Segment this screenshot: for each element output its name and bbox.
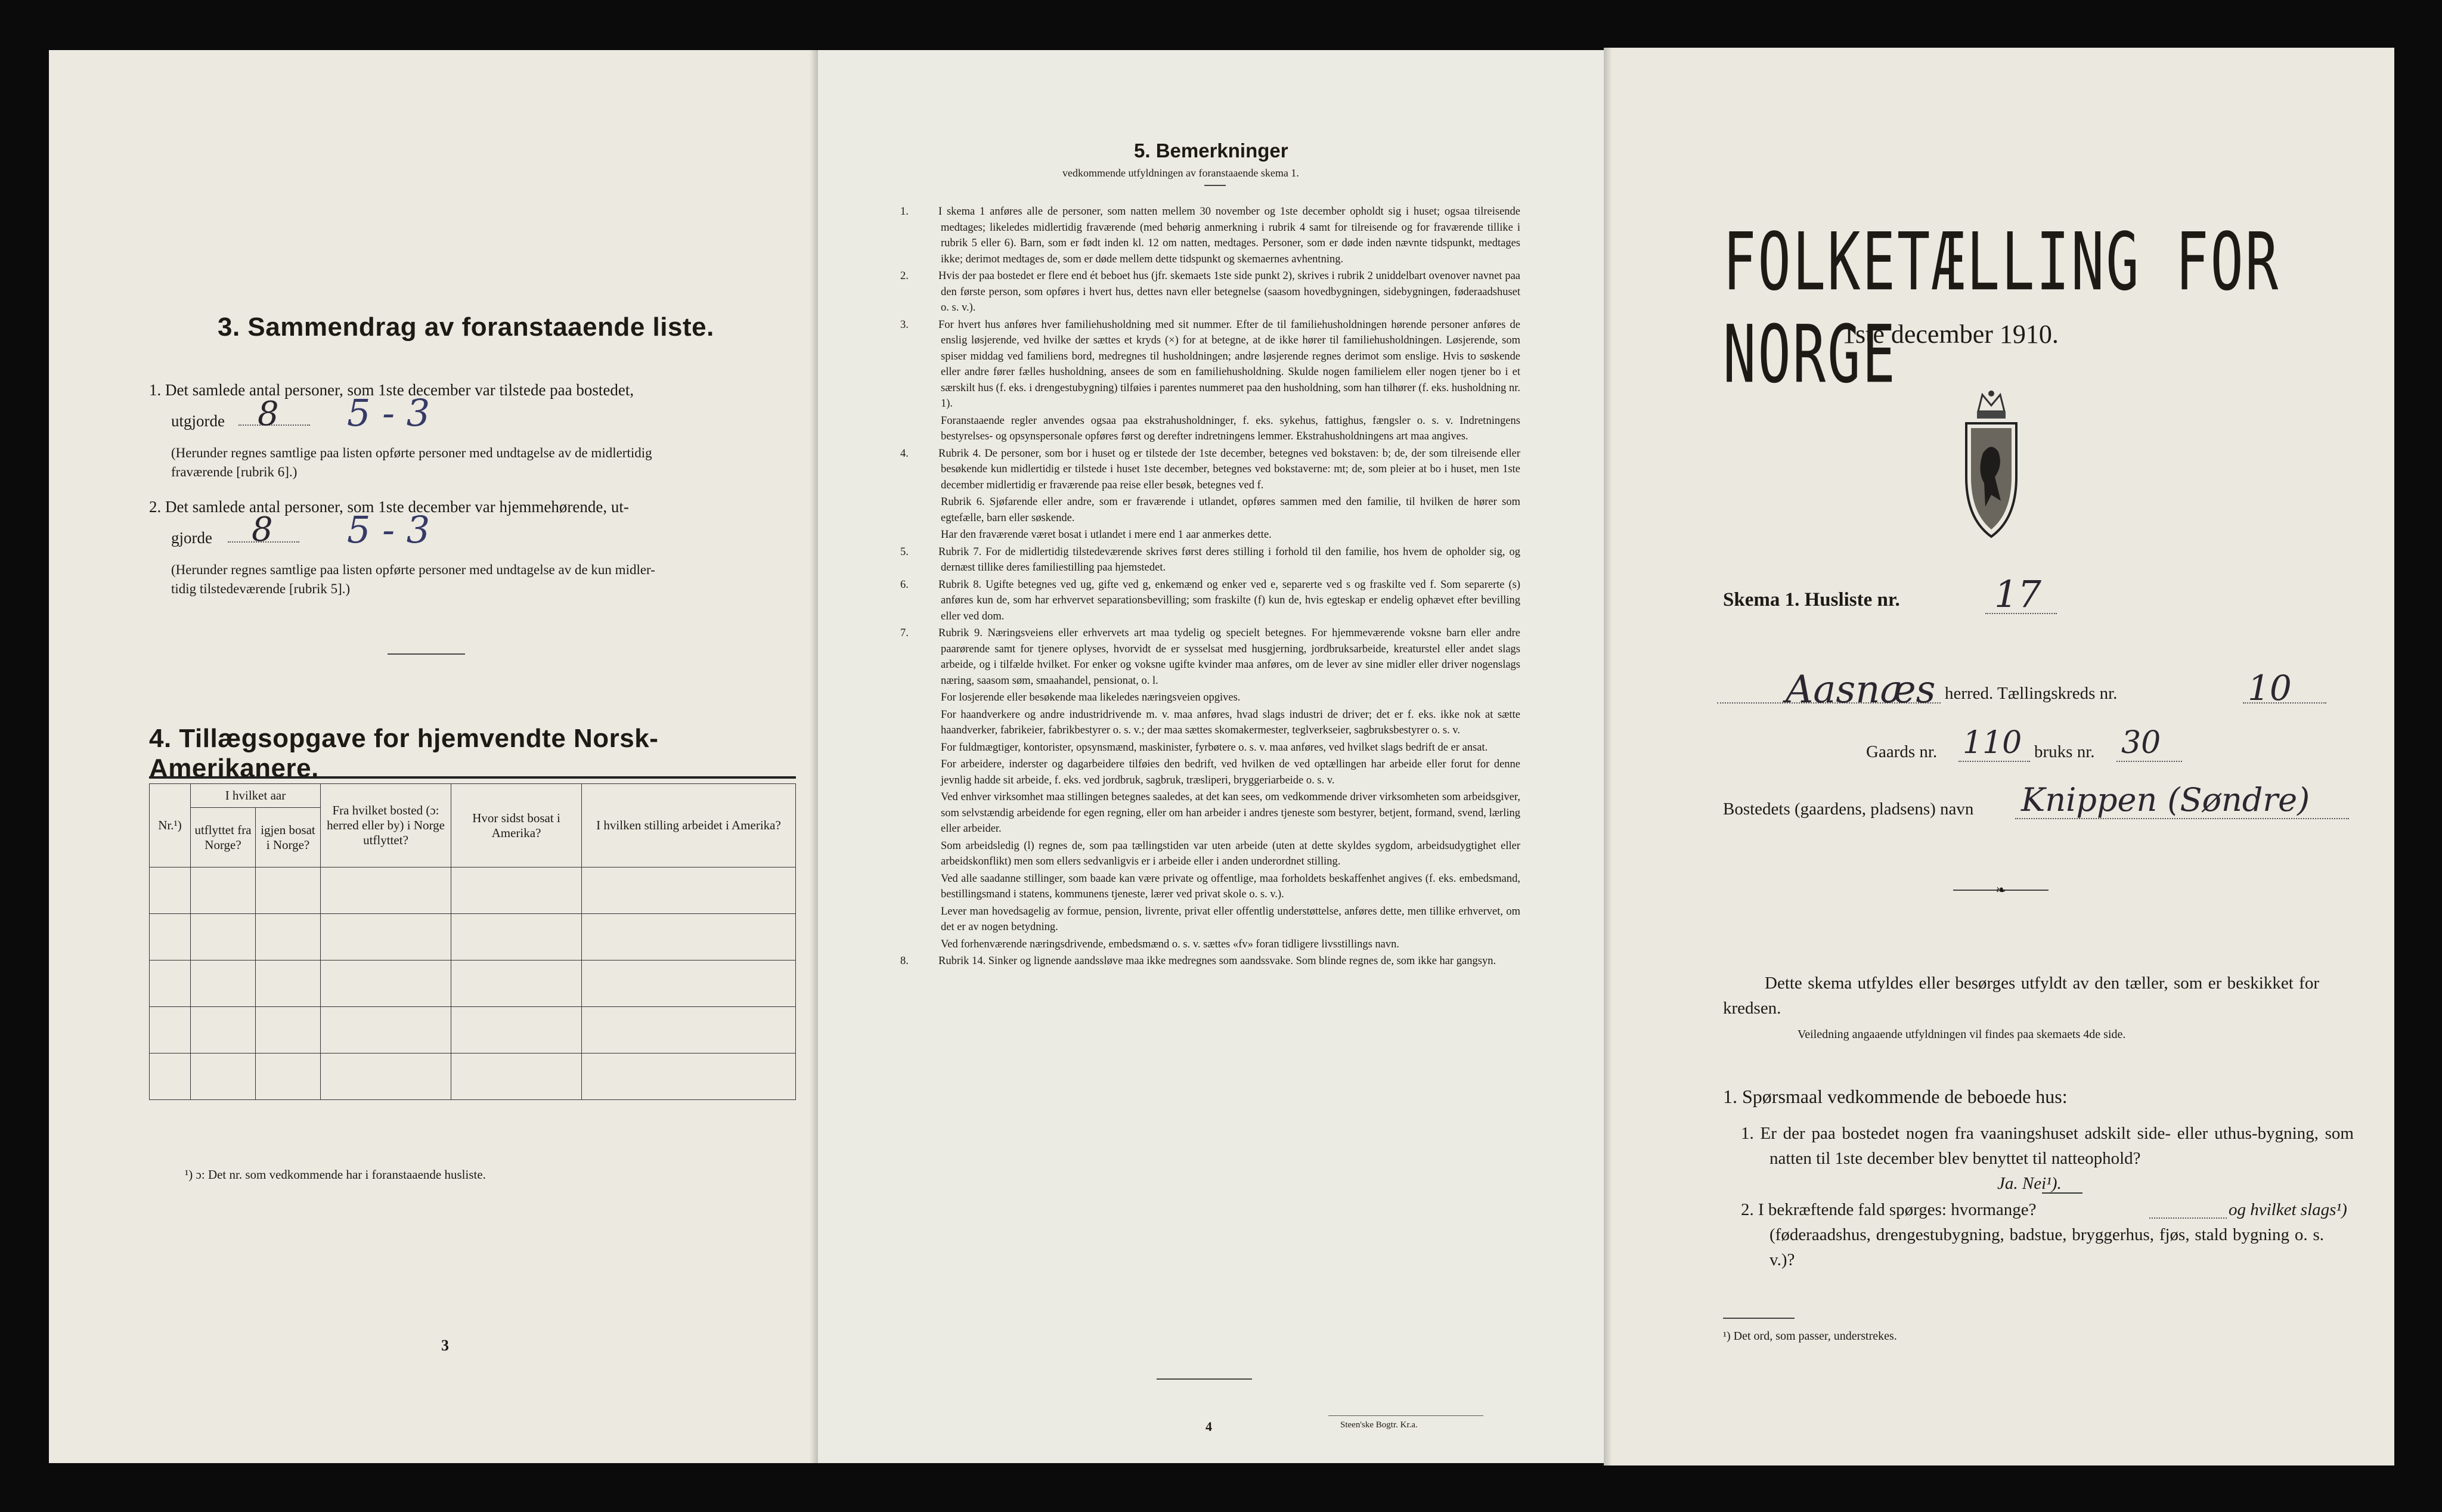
page-middle: [818, 50, 1604, 1463]
remark-item: [921, 413, 1520, 445]
remark-text: Foranstaaende regler anvendes ogsaa paa ekstrahusholdninger, f. eks. sykehus, fattighus, fængsler o. s. v. Indretningens bestyrelses- og opsynspersonale opføres først og derefter indretningens lemmer. Ekstrahusholdningens art maa angives.: [941, 414, 1520, 442]
remark-text: Rubrik 9. Næringsveiens eller erhvervets art maa tydelig og specielt betegnes. For hjemmeværende voksne barn eller andre paarørende samt for tjenere oplyses, hvorvidt de er sysselsat med husgjerning, jordbruksarbeide, kreaturstel eller andet slags arbeide, og i tilfælde hvilket. For enker og voksne ugifte kvinder maa anføres, om de lever av sine midler eller driver nogenslags næring, saasom søm, smaahandel, pensionat, o. l.: [938, 627, 1520, 687]
q2-extra: 5 - 3: [347, 508, 430, 551]
census-title: FOLKETÆLLING FOR NORGE: [1723, 216, 2280, 401]
remark-text: Rubrik 14. Sinker og lignende aandssløve maa ikke medregnes som aandssvake. Som blinde regnes de, som ikke har gangsyn.: [938, 955, 1496, 967]
kreds-nr: 10: [2248, 668, 2292, 708]
remarks-subtitle: vedkommende utfyldningen av foranstaaende skema 1.: [1062, 167, 1299, 179]
col-year-group: I hvilket aar: [191, 784, 321, 808]
remark-number: 2.: [900, 270, 909, 282]
remark-number: 8.: [900, 955, 909, 967]
remark-text: Lever man hovedsagelig av formue, pension, livrente, privat eller offentlig understøttelse, anføres dette, men tillike erhvervet, om det er av nogen betydning.: [941, 905, 1520, 933]
remark-item: [921, 871, 1520, 903]
remark-item: [921, 527, 1520, 543]
remarks-title: 5. Bemerkninger: [1134, 140, 1288, 162]
title-rule: [1204, 185, 1226, 186]
remark-text: Rubrik 6. Sjøfarende eller andre, som er fraværende i utlandet, opføres sammen med den familie, til hvilken de hører som egtefælle, barn eller søskende.: [941, 496, 1520, 524]
info-text: Dette skema utfyldes eller besørges utfyldt av den tæller, som er beskikket for kredsen.: [1723, 974, 2319, 1018]
table-row: [150, 1054, 796, 1100]
norsk-amerikaner-table: [149, 783, 796, 1100]
remark-item: [921, 904, 1520, 935]
col-from: Fra hvilket bosted (ɔ: herred eller by) i Norge utflyttet?: [321, 784, 451, 867]
remark-number: 7.: [900, 627, 909, 639]
bruks-label: bruks nr.: [2034, 742, 2095, 761]
remark-text: For hvert hus anføres hver familiehusholdning med sit nummer. Efter de til familiehusholdningen hørende personer anføres de enslig løsjerende, ved hvilke der sættes et kryds (×) for at betegne, at de ikke hører til familiehusholdningen. Løsjerende, som spiser middag ved familiens bord, medregnes til husholdningen; andre løsjerende regnes derimot som enslige. Hvis to søskende eller andre fører fælles husholdning, ansees de som en familiehusholdning. Skulde nogen familielem eller nogen tjener bo i et særskilt hus (f. eks. i drengestubygning) tilføies i parentes nummeret paa den husholdning, som han tilhører (f. eks. husholdning nr. 1).: [938, 318, 1520, 410]
table-row: [150, 1007, 796, 1054]
fold-shadow: [1604, 48, 1612, 1465]
remark-text: I skema 1 anføres alle de personer, som natten mellem 30 november og 1ste december opholdt sig i huset; ogsaa tilreisende medtages; likeledes midlertidig fraværende (med behørig anmerkning i rubrik 4 samt for tilreisende og for fraværende tillike i rubrik 5 eller 6). Barn, som er født inden kl. 12 om natten, medtages. Personer, som er døde inden nævnte tidspunkt, medtages ikke; derimot medtages de, som er døde mellem dette tidspunkt og skemaernes avhentning.: [938, 206, 1520, 265]
remark-item: [900, 446, 1520, 494]
remark-text: For haandverkere og andre industridrivende m. v. maa anføres, hvad slags industri de driver; det er f. eks. ikke nok at sætte haandverker, fabrikeier, fabrikbestyrer o. s. v.; der maa sættes skomakermester, teglverkseier, sagbruksbestyrer o. s. v.: [941, 708, 1520, 736]
coat-of-arms-icon: [1956, 388, 2027, 543]
remark-text: Rubrik 8. Ugifte betegnes ved ug, gifte ved g, enkemænd og enker ved e, separerte ved s og fraskilte ved f. Som separerte (s) anføres kun de, som har erhvervet separationsbevilling; som fraskilte (f) kun de, hvis egteskap er endelig ophævet efter bevilling eller ved dom.: [938, 578, 1520, 622]
remark-item: [900, 268, 1520, 316]
question-1: 1. Er der paa bostedet nogen fra vaaningshuset adskilt side- eller uthus-bygning, som natten til 1ste december blev benyttet til natteophold?: [1741, 1124, 2354, 1168]
remark-number: 6.: [900, 578, 909, 591]
col-back: igjen bosat i Norge?: [256, 808, 321, 867]
info-guidance: Veiledning angaaende utfyldningen vil findes paa skemaets 4de side.: [1798, 1028, 2126, 1041]
remark-text: Rubrik 4. De personer, som bor i huset og er tilstede der 1ste december, betegnes ved bokstaven: b; de, der som tilreisende eller besøkende kun midlertidig er tilstede i huset 1ste december, betegnes ved bokstaverne: mt; de, som pleier at bo i huset, men 1ste december midlertidig er fraværende paa reise eller besøk, betegnes ved f.: [938, 447, 1520, 491]
remark-text: Ved forhenværende næringsdrivende, embedsmænd o. s. v. sættes «fv» foran tidligere livsstillings navn.: [941, 938, 1400, 950]
remark-item: [900, 625, 1520, 689]
remark-item: [921, 757, 1520, 788]
table-row: [150, 961, 796, 1007]
q1-extra: 5 - 3: [347, 391, 430, 435]
remark-text: Som arbeidsledig (l) regnes de, som paa tællingstiden var uten arbeide (uten at dette skyldes sygdom, arbeidsudygtighet eller arbeidskonflikt) men som ellers sedvanligvis er i arbeide eller i anden underordnet stilling.: [941, 839, 1520, 867]
skema-label: Skema 1. Husliste nr.: [1723, 589, 1900, 611]
nei-underline: [2042, 1192, 2082, 1194]
remark-number: 3.: [900, 318, 909, 331]
table-footnote: ¹) ɔ: Det nr. som vedkommende har i foranstaaende husliste.: [185, 1167, 486, 1182]
remark-text: Ved alle saadanne stillinger, som baade kan være private og offentlige, maa forholdets beskaffenhet angives (f. eks. embedsmand, bestillingsmand i statens, kommunens tjeneste, lærer ved privat skole o. s. v.).: [941, 872, 1520, 900]
q1-note-2: fraværende [rubrik 6].): [171, 464, 297, 479]
remark-item: [900, 317, 1520, 412]
gaards-dotline: [1958, 761, 2030, 762]
bosted-value: Knippen (Søndre): [2021, 781, 2310, 819]
question-1-answer: Ja. Nei¹).: [1997, 1174, 2062, 1193]
printer-rule: [1328, 1415, 1483, 1416]
remark-text: For fuldmægtiger, kontorister, opsynsmænd, maskinister, fyrbøtere o. s. v. maa anføres, ved hvilket slags bedrift de er ansat.: [941, 741, 1488, 754]
page-left: [49, 50, 818, 1463]
remark-item: [900, 953, 1520, 969]
col-work: I hvilken stilling arbeidet i Amerika?: [582, 784, 796, 867]
remark-text: Hvis der paa bostedet er flere end ét beboet hus (jfr. skemaets 1ste side punkt 2), skrives i rubrik 2 uniddelbart ovenover navnet paa den første person, som opføres i hvert hus, dettes navn eller betegnelse (saasom hovedbygningen, sidebygningen, føderaadshuset o. s. v.).: [938, 270, 1520, 314]
remark-number: 5.: [900, 546, 909, 558]
remarks-list: [900, 204, 1520, 971]
remark-item: [900, 204, 1520, 267]
col-last: Hvor sidst bosat i Amerika?: [451, 784, 582, 867]
table-row: [150, 914, 796, 961]
fold-shadow: [810, 50, 818, 1463]
q2-note-2: tidig tilstedeværende [rubrik 5].): [171, 581, 351, 596]
printer-credit: Steen'ske Bogtr. Kr.a.: [1340, 1420, 1418, 1430]
bosted-label: Bostedets (gaardens, pladsens) navn: [1723, 800, 1974, 819]
question-2b: og hvilket slags¹): [2229, 1200, 2347, 1219]
herred-value: Aasnæs: [1786, 668, 1936, 712]
ornament-icon: ❧: [1995, 882, 2007, 897]
q1-lead: utgjorde: [171, 412, 225, 430]
table-top-rule: [149, 776, 796, 779]
question-2: 2. I bekræftende fald spørges: hvormange?: [1741, 1200, 2037, 1219]
remark-item: [900, 544, 1520, 576]
remark-number: 1.: [900, 206, 909, 218]
q1-value: 8: [258, 395, 279, 433]
question-2c: (føderaadshus, drengestubygning, badstue, bryggerhus, fjøs, stald bygning o. s. v.)?: [1769, 1225, 2324, 1269]
herred-label: herred. Tællingskreds nr.: [1945, 684, 2118, 703]
remark-text: Ved enhver virksomhet maa stillingen betegnes saaledes, at det kan sees, om vedkommende driver virksomheten som arbeidsgiver, som selvstændig arbeidende for egen regning, eller om han arbeider i andres tjeneste som bestyrer, betjent, formand, svend, lærling eller arbeider.: [941, 791, 1520, 835]
divider: [388, 653, 465, 655]
remark-item: [921, 494, 1520, 526]
census-date: 1ste december 1910.: [1842, 320, 2059, 349]
col-nr: Nr.¹): [150, 784, 191, 867]
remark-item: [921, 707, 1520, 739]
section-4-title: 4. Tillægsopgave for hjemvendte Norsk-Amerikanere.: [149, 724, 659, 783]
remark-item: [921, 838, 1520, 870]
bruks-nr: 30: [2121, 725, 2161, 761]
remark-item: [921, 740, 1520, 756]
col-out: utflyttet fra Norge?: [191, 808, 256, 867]
q1-text: 1. Det samlede antal personer, som 1ste december var tilstede paa bostedet,: [149, 381, 634, 399]
bruks-dotline: [2116, 761, 2182, 762]
remark-number: 4.: [900, 447, 909, 460]
remark-item: [921, 937, 1520, 953]
remark-text: For losjerende eller besøkende maa likeledes næringsveien opgives.: [941, 692, 1241, 704]
end-rule: [1157, 1378, 1252, 1380]
section-3-title: 3. Sammendrag av foranstaaende liste.: [218, 312, 714, 342]
q2-text: 2. Det samlede antal personer, som 1ste december var hjemmehørende, ut-: [149, 498, 629, 516]
page-number-4: 4: [1205, 1419, 1212, 1434]
q2-lead: gjorde: [171, 529, 212, 547]
right-footnote: ¹) Det ord, som passer, understrekes.: [1723, 1330, 1897, 1343]
q2-note-1: (Herunder regnes samtlige paa listen opførte personer med undtagelse av de kun midler-: [171, 562, 655, 577]
gaards-label: Gaards nr.: [1866, 742, 1938, 761]
remark-text: Har den fraværende været bosat i utlandet i mere end 1 aar anmerkes dette.: [941, 529, 1272, 541]
remark-item: [921, 690, 1520, 706]
remark-item: [921, 789, 1520, 837]
table-row: [150, 867, 796, 914]
question-title: 1. Spørsmaal vedkommende de beboede hus:: [1723, 1086, 2068, 1107]
remark-text: Rubrik 7. For de midlertidig tilstedeværende skrives først deres stilling i forhold til den familie, hos hvem de opholder sig, og dernæst tillike deres familiestilling paa hjemstedet.: [938, 546, 1520, 574]
q1-note-1: (Herunder regnes samtlige paa listen opførte personer med undtagelse av de midlertidig: [171, 445, 652, 460]
q2-value: 8: [252, 510, 273, 549]
husliste-nr: 17: [1994, 572, 2041, 616]
page-number-3: 3: [441, 1337, 449, 1354]
page-right: [1604, 48, 2394, 1465]
remark-item: [900, 577, 1520, 625]
remark-text: For arbeidere, inderster og dagarbeidere tilføies den bedrift, ved hvilken de ved optællingen har arbeide eller forut for denne jevnlig hadde sit arbeide, f. eks. ved jordbruk, sagbruk, træsliperi, bryggeriarbeide o. s. v.: [941, 758, 1520, 786]
gaards-nr: 110: [1963, 725, 2022, 761]
footnote-rule: [1723, 1318, 1795, 1319]
q2-dotline: [2149, 1217, 2227, 1219]
